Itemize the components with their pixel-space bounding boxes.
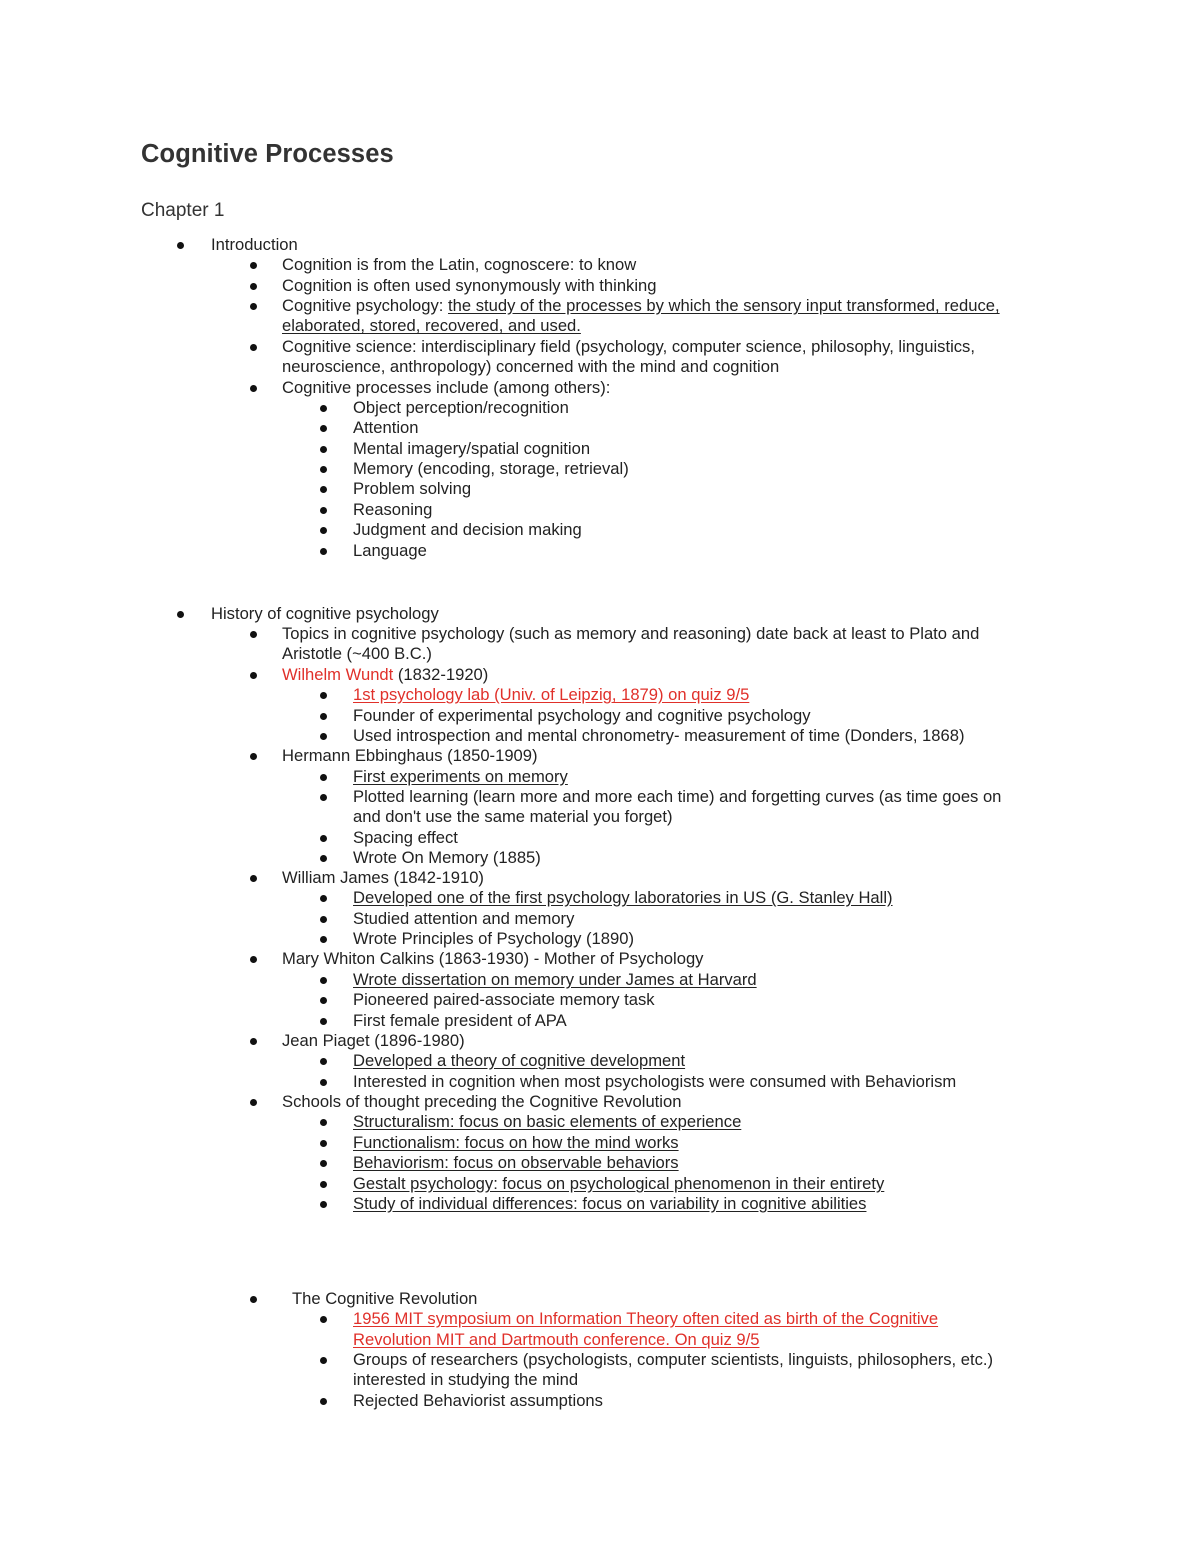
bullet-icon bbox=[320, 466, 327, 473]
list-item: Rejected Behaviorist assumptions bbox=[353, 1391, 603, 1410]
bullet-icon bbox=[250, 875, 257, 882]
bullet-icon bbox=[250, 283, 257, 290]
underlined-text: Functionalism: focus on how the mind works bbox=[353, 1133, 679, 1152]
bullet-icon bbox=[250, 1038, 257, 1045]
bullet-icon bbox=[250, 956, 257, 963]
bullet-icon bbox=[250, 385, 257, 392]
list-item-continued: and don't use the same material you forget) bbox=[353, 807, 673, 826]
bullet-icon bbox=[320, 1140, 327, 1147]
list-item: Groups of researchers (psychologists, computer scientists, linguists, philosophers, etc.) bbox=[353, 1350, 994, 1369]
underlined-text: Developed one of the first psychology laboratories in US (G. Stanley Hall) bbox=[353, 888, 893, 907]
list-item: Object perception/recognition bbox=[353, 398, 569, 417]
list-item: Pioneered paired-associate memory task bbox=[353, 990, 655, 1009]
chapter-heading: Chapter 1 bbox=[141, 200, 225, 221]
list-item: Plotted learning (learn more and more each time) and forgetting curves (as time goes on bbox=[353, 787, 1002, 806]
underlined-text: Behaviorism: focus on observable behaviors bbox=[353, 1153, 679, 1172]
bullet-icon bbox=[320, 1119, 327, 1126]
list-item: First female president of APA bbox=[353, 1011, 567, 1030]
underlined-text: the study of the processes by which the sensory input transformed, reduce, bbox=[448, 296, 1000, 315]
list-item: Founder of experimental psychology and cognitive psychology bbox=[353, 706, 811, 725]
revolution-heading: The Cognitive Revolution bbox=[292, 1289, 478, 1308]
bullet-icon bbox=[320, 1058, 327, 1065]
list-item: Interested in cognition when most psychologists were consumed with Behaviorism bbox=[353, 1072, 957, 1091]
history-heading: History of cognitive psychology bbox=[211, 604, 439, 623]
years-text: (1832-1920) bbox=[393, 665, 489, 684]
bullet-icon bbox=[250, 1296, 257, 1303]
list-item: Wrote On Memory (1885) bbox=[353, 848, 541, 867]
bullet-icon bbox=[320, 916, 327, 923]
intro-heading: Introduction bbox=[211, 235, 298, 254]
list-item: Schools of thought preceding the Cognitive Revolution bbox=[282, 1092, 682, 1111]
bullet-icon bbox=[250, 344, 257, 351]
bullet-icon bbox=[320, 1160, 327, 1167]
bullet-icon bbox=[320, 835, 327, 842]
list-item: Hermann Ebbinghaus (1850-1909) bbox=[282, 746, 538, 765]
bullet-icon bbox=[320, 774, 327, 781]
bullet-icon bbox=[250, 631, 257, 638]
bullet-icon bbox=[320, 936, 327, 943]
bullet-icon bbox=[320, 855, 327, 862]
list-item: Cognition is from the Latin, cognoscere: to know bbox=[282, 255, 637, 274]
bullet-icon bbox=[320, 1079, 327, 1086]
bullet-icon bbox=[320, 527, 327, 534]
list-item: Studied attention and memory bbox=[353, 909, 575, 928]
bullet-icon bbox=[320, 548, 327, 555]
bullet-icon bbox=[320, 425, 327, 432]
list-item: Spacing effect bbox=[353, 828, 458, 847]
list-item-continued: neuroscience, anthropology) concerned with the mind and cognition bbox=[282, 357, 780, 376]
quiz-note: 1st psychology lab (Univ. of Leipzig, 1879) on quiz 9/5 bbox=[353, 685, 750, 704]
list-item: Cognitive processes include (among others): bbox=[282, 378, 611, 397]
list-item: Wrote Principles of Psychology (1890) bbox=[353, 929, 634, 948]
bullet-icon bbox=[320, 794, 327, 801]
list-item: Mental imagery/spatial cognition bbox=[353, 439, 591, 458]
bullet-icon bbox=[320, 977, 327, 984]
bullet-icon bbox=[320, 1398, 327, 1405]
bullet-icon bbox=[320, 895, 327, 902]
bullet-icon bbox=[320, 1316, 327, 1323]
list-item-continued: Aristotle (~400 B.C.) bbox=[282, 644, 432, 663]
highlighted-name: Wilhelm Wundt bbox=[282, 665, 394, 684]
list-item: Problem solving bbox=[353, 479, 472, 498]
bullet-icon bbox=[320, 692, 327, 699]
bullet-icon bbox=[250, 753, 257, 760]
bullet-icon bbox=[320, 1181, 327, 1188]
underlined-text: First experiments on memory bbox=[353, 767, 568, 786]
underlined-text: Developed a theory of cognitive development bbox=[353, 1051, 686, 1070]
list-item: Reasoning bbox=[353, 500, 433, 519]
bullet-icon bbox=[250, 1099, 257, 1106]
list-item: William James (1842-1910) bbox=[282, 868, 484, 887]
bullet-icon bbox=[250, 262, 257, 269]
bullet-icon bbox=[320, 1018, 327, 1025]
bullet-icon bbox=[320, 733, 327, 740]
bullet-icon bbox=[250, 672, 257, 679]
list-item: Topics in cognitive psychology (such as memory and reasoning) date back at least to Plato and bbox=[282, 624, 980, 643]
list-item: Attention bbox=[353, 418, 419, 437]
underlined-text: Gestalt psychology: focus on psychological phenomenon in their entirety bbox=[353, 1174, 885, 1193]
list-item: Cognition is often used synonymously with thinking bbox=[282, 276, 657, 295]
bullet-icon bbox=[320, 1357, 327, 1364]
list-item bbox=[282, 665, 488, 685]
bullet-icon bbox=[320, 1201, 327, 1208]
bullet-icon bbox=[177, 242, 184, 249]
bullet-icon bbox=[177, 611, 184, 618]
list-item: Language bbox=[353, 541, 427, 560]
bullet-icon bbox=[320, 405, 327, 412]
list-item: Used introspection and mental chronometry- measurement of time (Donders, 1868) bbox=[353, 726, 965, 745]
list-item: Memory (encoding, storage, retrieval) bbox=[353, 459, 629, 478]
quiz-note: 1956 MIT symposium on Information Theory often cited as birth of the Cognitive bbox=[353, 1309, 939, 1328]
underlined-text: elaborated, stored, recovered, and used. bbox=[282, 316, 581, 335]
bullet-icon bbox=[320, 486, 327, 493]
bullet-icon bbox=[320, 997, 327, 1004]
page-title: Cognitive Processes bbox=[141, 140, 394, 168]
underlined-text: Study of individual differences: focus on variability in cognitive abilities bbox=[353, 1194, 867, 1213]
list-item: Jean Piaget (1896-1980) bbox=[282, 1031, 465, 1050]
list-item: Judgment and decision making bbox=[353, 520, 582, 539]
underlined-text: Structuralism: focus on basic elements of experience bbox=[353, 1112, 742, 1131]
list-item: Cognitive science: interdisciplinary field (psychology, computer science, philosophy, linguistics, bbox=[282, 337, 975, 356]
bullet-icon bbox=[250, 303, 257, 310]
quiz-note-continued: Revolution MIT and Dartmouth conference. On quiz 9/5 bbox=[353, 1330, 760, 1349]
list-item-continued: interested in studying the mind bbox=[353, 1370, 579, 1389]
bullet-icon bbox=[320, 507, 327, 514]
underlined-text: Wrote dissertation on memory under James at Harvard bbox=[353, 970, 757, 989]
list-item: Mary Whiton Calkins (1863-1930) - Mother of Psychology bbox=[282, 949, 704, 968]
list-item bbox=[282, 296, 1000, 316]
bullet-icon bbox=[320, 446, 327, 453]
bullet-icon bbox=[320, 713, 327, 720]
list-item-prefix: Cognitive psychology: bbox=[282, 296, 449, 315]
